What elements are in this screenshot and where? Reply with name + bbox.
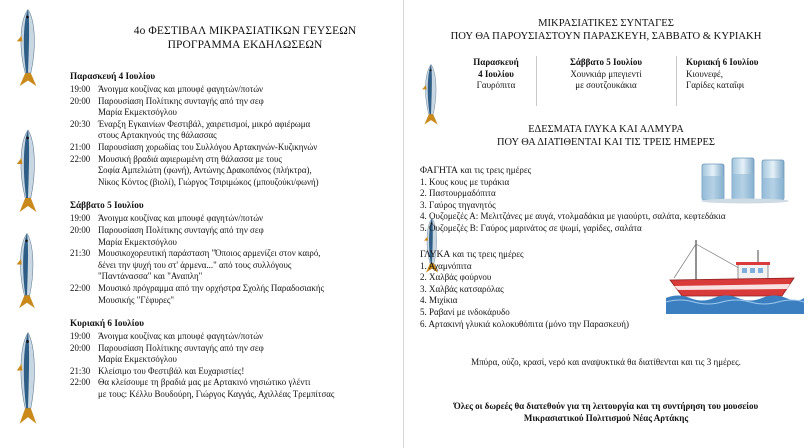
event-time: 22:00 bbox=[70, 153, 91, 164]
event-description: Μουσικό πρόγραμμα από την ορχήστρα Σχολής Παραδοσιακής bbox=[98, 282, 325, 293]
event-time: 19:00 bbox=[70, 213, 91, 224]
event-description-continued: στους Αρτακηνούς της θάλασσας bbox=[98, 130, 217, 141]
event-time: 19:00 bbox=[70, 84, 91, 94]
event-row bbox=[70, 84, 400, 96]
event-row bbox=[70, 119, 400, 131]
event-description-continued: "Παντάνασσα" και "Αναπλη" bbox=[98, 271, 203, 282]
event-description: Παρουσίαση χορωδίας του Συλλόγου Αρτακηνών-Κυζικηνών bbox=[98, 141, 318, 152]
sweets-list bbox=[420, 249, 629, 330]
event-row bbox=[70, 213, 400, 225]
event-description: Παρουσίαση Πολίτικης συνταγής από την σεφ bbox=[98, 95, 264, 106]
event-description-continued: Μαρία Εκμεκτσόγλου bbox=[98, 236, 177, 247]
recipe-separator bbox=[536, 56, 537, 106]
event-description-continued: Μουσικής "Γέφυρες" bbox=[98, 294, 175, 305]
friday-events bbox=[70, 84, 400, 188]
event-row bbox=[70, 225, 400, 237]
event-description: Παρουσίαση Πολίτικης συνταγής από την σεφ bbox=[98, 342, 264, 353]
event-time: 19:00 bbox=[70, 331, 91, 342]
event-description-continued: Νίκος Κόντος (βιολί), Γιώργος Τσιριμώκος (μπουζούκι/φωνή) bbox=[98, 176, 319, 187]
menu-item: 3. Γαύρος τηγανητός bbox=[420, 199, 496, 210]
saturday-events bbox=[70, 213, 400, 306]
event-time: 21:00 bbox=[70, 141, 91, 152]
event-row bbox=[70, 366, 400, 378]
event-row bbox=[70, 248, 400, 260]
event-description: Άνοιγμα κουζίνας και μπουφέ φαγητών/ποτών bbox=[98, 331, 264, 342]
event-time: 21:30 bbox=[70, 365, 91, 376]
event-time: 22:00 bbox=[70, 377, 91, 388]
event-description: Άνοιγμα κουζίνας και μπουφέ φαγητών/ποτών bbox=[98, 213, 264, 224]
fishing-boat-icon bbox=[666, 236, 804, 314]
drinks-note: Μπύρα, ούζο, κρασί, νερό και αναψυκτικά θα διατίθενται και τις 3 ημέρες. bbox=[471, 357, 741, 367]
day-heading-saturday: Σάββατο 5 Ιουλίου bbox=[70, 200, 144, 211]
event-row bbox=[70, 331, 400, 343]
event-time: 22:00 bbox=[70, 282, 91, 293]
event-description: Μουσική βραδιά αφιερωμένη στη θάλασσα με τους bbox=[98, 153, 282, 164]
recipe-friday: Παρασκευή 4 Ιουλίου Γαυρόπιτα bbox=[473, 57, 519, 90]
event-row bbox=[70, 283, 400, 295]
menu-item: 4. Μιχίκια bbox=[420, 295, 458, 306]
program-title: 4ο ΦΕΣΤΙΒΑΛ ΜΙΚΡΑΣΙΑΤΙΚΩΝ ΓΕΥΣΕΩΝ ΠΡΟΓΡΑΜΜΑ ΕΚΔΗΛΩΣΕΩΝ bbox=[133, 25, 357, 51]
event-description: Μουσικοχορευτική παράσταση "Όποιος αρμενίζει στον καιρό, bbox=[98, 248, 321, 259]
event-description: Άνοιγμα κουζίνας και μπουφέ φαγητών/ποτών bbox=[98, 84, 264, 94]
foods-heading-suffix: και τις τρεις ημέρες bbox=[457, 165, 532, 175]
event-time: 20:00 bbox=[70, 342, 91, 353]
event-description: Κλείσιμο του Φεστιβάλ και Ευχαριστίες! bbox=[98, 365, 245, 376]
event-description: Έναρξη Εγκαινίων Φεστιβάλ, χαιρετισμοί, μικρό αφιέρωμα bbox=[98, 118, 311, 129]
event-row bbox=[70, 343, 400, 355]
event-row bbox=[70, 154, 400, 166]
recipe-saturday: Σάββατο 5 Ιουλίου Χουνκιάρ μπεγιεντί με σουτζουκάκια bbox=[569, 57, 643, 90]
recipe-sunday: Κυριακή 6 Ιουλίου Κιουνεφέ, Γαρίδες καταΐφι bbox=[686, 57, 759, 90]
event-time: 20:30 bbox=[70, 118, 91, 129]
foods-list bbox=[420, 165, 726, 235]
event-description-continued: δένει την ψυχή του στ' άρμενα..." από τους συλλόγους bbox=[98, 259, 292, 270]
menu-item: 1. Κους κους με τυράκια bbox=[420, 176, 510, 187]
recipe-separator bbox=[676, 56, 677, 106]
event-description-continued: Σοφία Αμπελιώτη (φωνή), Αντώνης Δρακοπάνος (πλήκτρα), bbox=[98, 165, 312, 176]
event-row bbox=[70, 142, 400, 154]
sweets-heading: ΓΛΥΚΑ bbox=[420, 249, 451, 260]
menu-item: 4. Ουζομεζές Α: Μελιτζάνες με αυγά, ντολμαδάκια με γιαούρτι, σαλάτα, κεφτεδάκια bbox=[420, 211, 726, 222]
sardine-icon bbox=[14, 228, 40, 310]
event-row bbox=[70, 377, 400, 389]
sweets-heading-suffix: και τις τρεις ημέρες bbox=[450, 249, 524, 259]
sardine-icon bbox=[14, 326, 42, 426]
day-heading-sunday: Κυριακή 6 Ιουλίου bbox=[70, 318, 144, 329]
day-heading-friday: Παρασκευή 4 Ιουλίου bbox=[70, 71, 156, 81]
menu-item: 2. Χαλβάς φούρνου bbox=[420, 272, 492, 283]
snacks-section-title: ΕΔΕΣΜΑΤΑ ΓΛΥΚΑ ΚΑΙ ΑΛΜΥΡΑ ΠΟΥ ΘΑ ΔΙΑΤΙΘΕΝΤΑΙ ΚΑΙ ΤΙΣ ΤΡΕΙΣ ΗΜΕΡΕΣ bbox=[497, 124, 715, 148]
program-column bbox=[70, 24, 400, 401]
foods-heading: ΦΑΓΗΤΑ bbox=[420, 165, 458, 176]
menu-item: 5. Ουζομεζές Β: Γαύρος μαρινάτος σε ψωμί, γαρίδες, σαλάτα bbox=[420, 222, 642, 233]
recipes-title: ΜΙΚΡΑΣΙΑΤΙΚΕΣ ΣΥΝΤΑΓΕΣ ΠΟΥ ΘΑ ΠΑΡΟΥΣΙΑΣΤΟΥΝ ΠΑΡΑΣΚΕΥΗ, ΣΑΒΒΑΤΟ & ΚΥΡΙΑΚΗ bbox=[450, 18, 762, 42]
event-description-continued: Μαρία Εκμεκτσόγλου bbox=[98, 107, 177, 118]
sardine-icon bbox=[14, 4, 42, 88]
recipes-column bbox=[404, 0, 808, 448]
event-description-continued: Μαρία Εκμεκτσόγλου bbox=[98, 354, 177, 365]
menu-item: 6. Αρτακινή γλυκιά κολοκυθόπιτα (μόνο την Παρασκευή) bbox=[420, 318, 629, 329]
sardine-icon bbox=[14, 124, 42, 214]
donations-note: Όλες οι δωρεές θα διατεθούν για τη λειτουργία και τη συντήρηση του μουσείου Μικρασιατικού Πολιτισμού Νέας Αρτάκης bbox=[453, 401, 759, 423]
menu-item: 2. Παστουρμαδόπιτα bbox=[420, 188, 496, 199]
event-description-continued: με τους: Κέλλυ Βουδούρη, Γιώργος Καγγάς, Αχιλλέας Τρεμπίτσας bbox=[98, 389, 335, 400]
event-row bbox=[70, 96, 400, 108]
event-description: Παρουσίαση Πολίτικης συνταγής από την σεφ bbox=[98, 224, 264, 235]
menu-item: 3. Χαλβάς κατσαρόλας bbox=[420, 283, 504, 294]
event-time: 20:00 bbox=[70, 95, 91, 106]
event-description: Θα κλείσουμε τη βραδιά μας με Αρτακινό νησιώτικο γλέντι bbox=[98, 377, 311, 388]
menu-item: 1. Αχαμνόπιτα bbox=[420, 260, 472, 271]
menu-item: 5. Ραβανί με ινδοκάρυδο bbox=[420, 306, 510, 317]
event-time: 20:00 bbox=[70, 224, 91, 235]
sunday-events bbox=[70, 331, 400, 401]
event-time: 21:30 bbox=[70, 248, 91, 259]
